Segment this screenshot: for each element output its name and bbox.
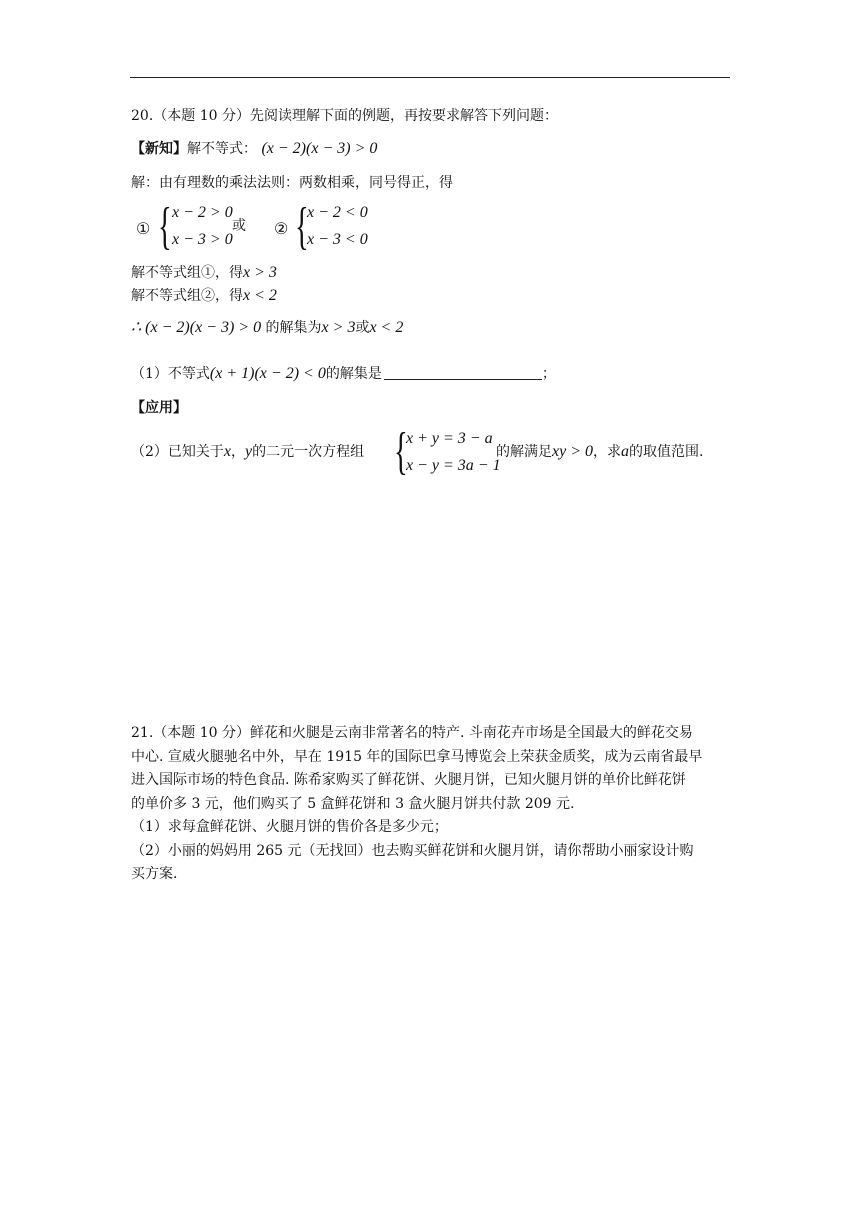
sys2-line1: x − 2 < 0 xyxy=(307,204,368,221)
solve2-text: 解不等式组②，得 xyxy=(131,288,243,304)
part2-suffix2: ，求 xyxy=(593,444,621,460)
header-rule xyxy=(130,77,730,78)
sys1-brace: { xyxy=(158,198,172,255)
therefore-r2: x < 2 xyxy=(369,319,404,336)
part1-end: ； xyxy=(541,366,556,382)
part2-suffix1: 的解满足 xyxy=(496,444,552,460)
sys1-line2: x − 3 > 0 xyxy=(172,231,233,248)
therefore-expr: ∴ (x − 2)(x − 3) > 0 xyxy=(131,319,262,336)
part2-x: x xyxy=(223,443,232,460)
q21-line3: 进入国际市场的特色食品. 陈希家购买了鲜花饼、火腿月饼，已知火腿月饼的单价比鲜花饼 xyxy=(131,772,686,788)
sys2-mark: ② xyxy=(274,219,289,238)
solve1-expr: x > 3 xyxy=(243,264,277,281)
part1-expr: (x + 1)(x − 2) < 0 xyxy=(209,365,326,382)
part2-brace: { xyxy=(394,423,408,480)
q21-line2: 中心. 宣威火腿驰名中外，早在 1915 年的国际巴拿马博览会上荣获金质奖，成为云南省最早 xyxy=(131,748,703,765)
therefore-r1: x > 3 xyxy=(321,319,356,336)
part2-tail xyxy=(496,442,703,462)
or-word: 或 xyxy=(232,218,246,234)
solve2-expr: x < 2 xyxy=(243,287,277,304)
part1-prefix: （1）不等式 xyxy=(131,366,210,382)
xinzhi-text: 解不等式： xyxy=(187,141,257,157)
q21-part1: （1）求每盒鲜花饼、火腿月饼的售价各是多少元； xyxy=(131,819,448,835)
therefore-or: 或 xyxy=(355,320,370,336)
q21-line4: 的单价多 3 元，他们购买了 5 盒鲜花饼和 3 盒火腿月饼共付款 209 元. xyxy=(131,795,575,812)
part2-prefix: （2）已知关于 xyxy=(131,444,224,460)
solution-intro: 解：由有理数的乘法法则：两数相乘，同号得正，得 xyxy=(131,175,453,191)
solve2-line xyxy=(131,286,277,306)
part1-line xyxy=(131,364,556,384)
part1-suffix: 的解集是 xyxy=(325,366,382,382)
part2-lead xyxy=(131,442,364,462)
q21-line1: 21.（本题 10 分）鲜花和火腿是云南非常著名的特产. 斗南花卉市场是全国最大的鲜花交易 xyxy=(131,725,693,741)
q21-block xyxy=(131,722,731,887)
part2-y: y xyxy=(245,443,253,460)
sys2-brace: { xyxy=(295,198,309,255)
solve1-text: 解不等式组①，得 xyxy=(131,265,243,281)
solve1-line xyxy=(131,263,277,283)
part2-mid: 的二元一次方程组 xyxy=(252,444,365,460)
xinzhi-tag: 【新知】 xyxy=(131,141,187,157)
part2-suffix3: 的取值范围. xyxy=(629,444,704,460)
part2-comma: ， xyxy=(231,444,246,460)
q20-header: 20.（本题 10 分）先阅读理解下面的例题，再按要求解答下列问题： xyxy=(131,108,558,124)
q20-xinzhi-line xyxy=(131,139,377,159)
therefore-mid: 的解集为 xyxy=(265,320,322,336)
part2-a: a xyxy=(621,443,629,460)
part1-answer-blank[interactable] xyxy=(384,365,542,380)
therefore-line xyxy=(131,318,403,338)
xinzhi-expr: (x − 2)(x − 3) > 0 xyxy=(261,140,378,157)
q21-part2: （2）小丽的妈妈用 265 元（无找回）也去购买鲜花饼和火腿月饼，请你帮助小丽家设计购 xyxy=(131,842,694,859)
sys1-mark: ① xyxy=(136,219,151,238)
part2-eq2: x − y = 3a − 1 xyxy=(406,457,501,474)
part2-eq1: x + y = 3 − a xyxy=(406,430,493,447)
part2-cond: xy > 0 xyxy=(552,443,593,460)
sys1-line1: x − 2 > 0 xyxy=(172,204,233,221)
q21-part2-cont: 买方案. xyxy=(131,866,178,882)
sys2-line2: x − 3 < 0 xyxy=(307,231,368,248)
yingyong-tag: 【应用】 xyxy=(131,400,187,416)
